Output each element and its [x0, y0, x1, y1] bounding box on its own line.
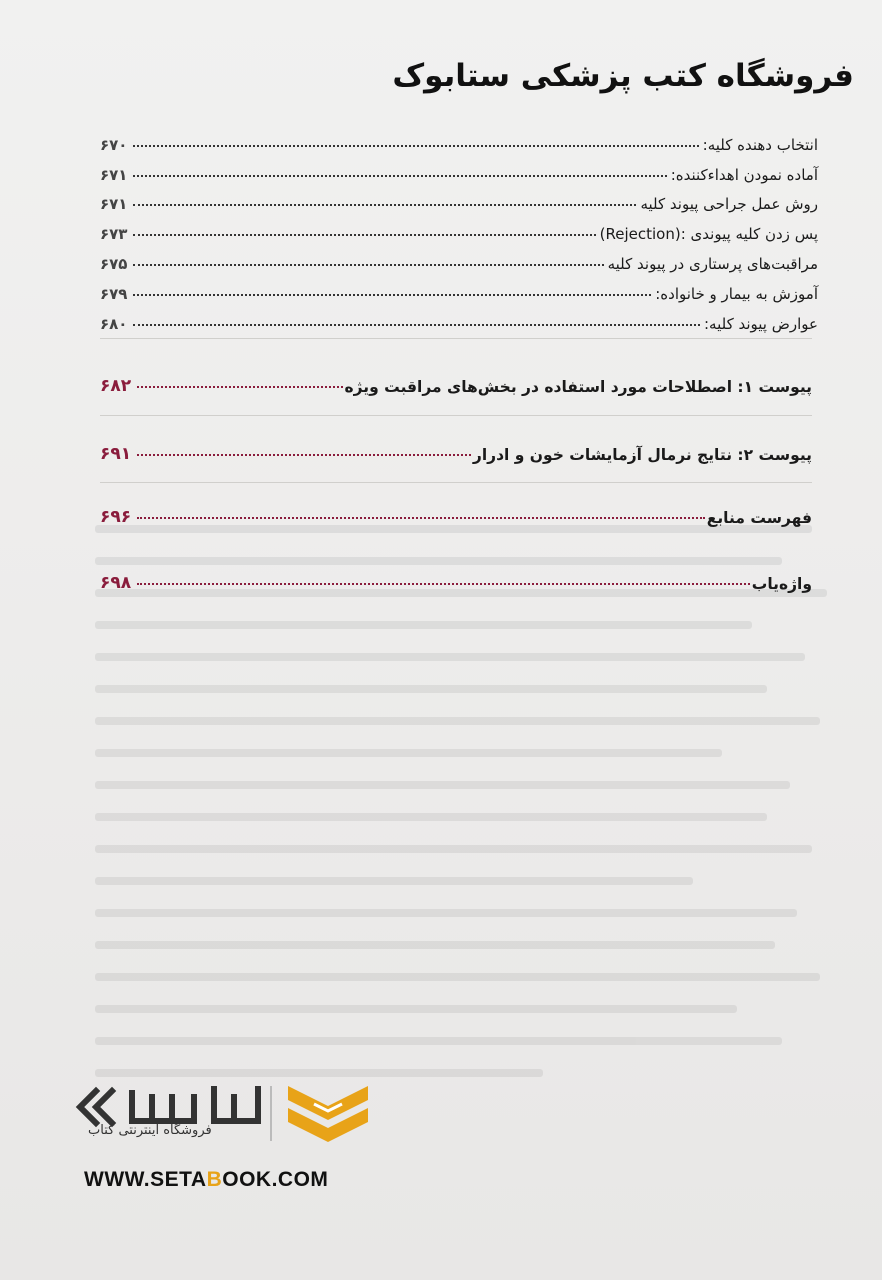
leader-dots	[133, 294, 651, 296]
toc-entry-page: ۶۸۰	[100, 314, 128, 333]
toc-section-references[interactable]	[100, 497, 812, 527]
leader-dots	[137, 386, 342, 388]
leader-dots	[133, 324, 700, 326]
toc-section-page: ۶۹۸	[100, 573, 132, 593]
toc-entry-title: آماده نمودن اهداءکننده:	[670, 165, 818, 184]
book-logo-icon	[282, 1080, 374, 1148]
toc-entry-page: ۶۷۱	[100, 195, 128, 214]
divider	[100, 482, 812, 483]
leader-dots	[137, 454, 471, 456]
divider	[100, 415, 812, 416]
toc-entry-page: ۶۷۱	[100, 165, 128, 184]
toc-section-page: ۶۹۶	[100, 507, 132, 527]
toc-entry[interactable]	[100, 184, 818, 214]
bleed-through-text	[95, 525, 842, 1145]
url-part: WWW.SETA	[84, 1168, 207, 1191]
store-url[interactable]	[84, 1168, 328, 1192]
toc-entry-page: ۶۷۵	[100, 254, 128, 273]
toc-section-title: واژه‌یاب	[751, 575, 812, 593]
url-part: OOK.COM	[222, 1168, 329, 1191]
page-title: فروشگاه کتب پزشکی ستابوک	[392, 58, 854, 94]
toc-entry-title: مراقبت‌های پرستاری در پیوند کلیه	[607, 254, 818, 273]
toc-list	[100, 124, 818, 333]
store-tagline: فروشگاه اینترنتی کتاب	[88, 1123, 212, 1138]
toc-section-title: پیوست ۲: نتایج نرمال آزمایشات خون و ادرار	[472, 446, 812, 464]
toc-entry[interactable]	[100, 243, 818, 273]
toc-entry-title: انتخاب دهنده کلیه:	[702, 135, 818, 154]
toc-section-appendix-1[interactable]	[100, 366, 812, 396]
leader-dots	[133, 234, 595, 236]
toc-section-page: ۶۸۲	[100, 376, 132, 396]
toc-entry[interactable]	[100, 124, 818, 154]
toc-entry-title: روش عمل جراحی پیوند کلیه	[640, 195, 818, 214]
toc-entry-page: ۶۷۳	[100, 225, 128, 244]
toc-entry-page: ۶۷۹	[100, 284, 128, 303]
toc-section-title: پیوست ۱: اصطلاحات مورد استفاده در بخش‌های مراقبت ویژه	[344, 378, 812, 396]
leader-dots	[137, 517, 705, 519]
toc-entry[interactable]	[100, 154, 818, 184]
toc-entry[interactable]	[100, 273, 818, 303]
url-highlight: B	[206, 1168, 223, 1191]
toc-entry[interactable]	[100, 303, 818, 333]
logo-divider	[270, 1086, 272, 1141]
leader-dots	[133, 204, 636, 206]
divider	[100, 338, 812, 339]
toc-entry-page: ۶۷۰	[100, 135, 128, 154]
leader-dots	[133, 145, 698, 147]
leader-dots	[137, 583, 750, 585]
toc-section-index[interactable]	[100, 563, 812, 593]
toc-section-page: ۶۹۱	[100, 444, 132, 464]
toc-section-appendix-2[interactable]	[100, 434, 812, 464]
leader-dots	[133, 264, 603, 266]
toc-entry-title: آموزش به بیمار و خانواده:	[655, 284, 818, 303]
toc-section-title: فهرست منابع	[706, 509, 812, 527]
leader-dots	[133, 175, 666, 177]
toc-entry-title: عوارض پیوند کلیه:	[703, 314, 818, 333]
toc-entry[interactable]	[100, 213, 818, 243]
toc-entry-title: پس زدن کلیه پیوندی :(Rejection)	[599, 225, 818, 244]
